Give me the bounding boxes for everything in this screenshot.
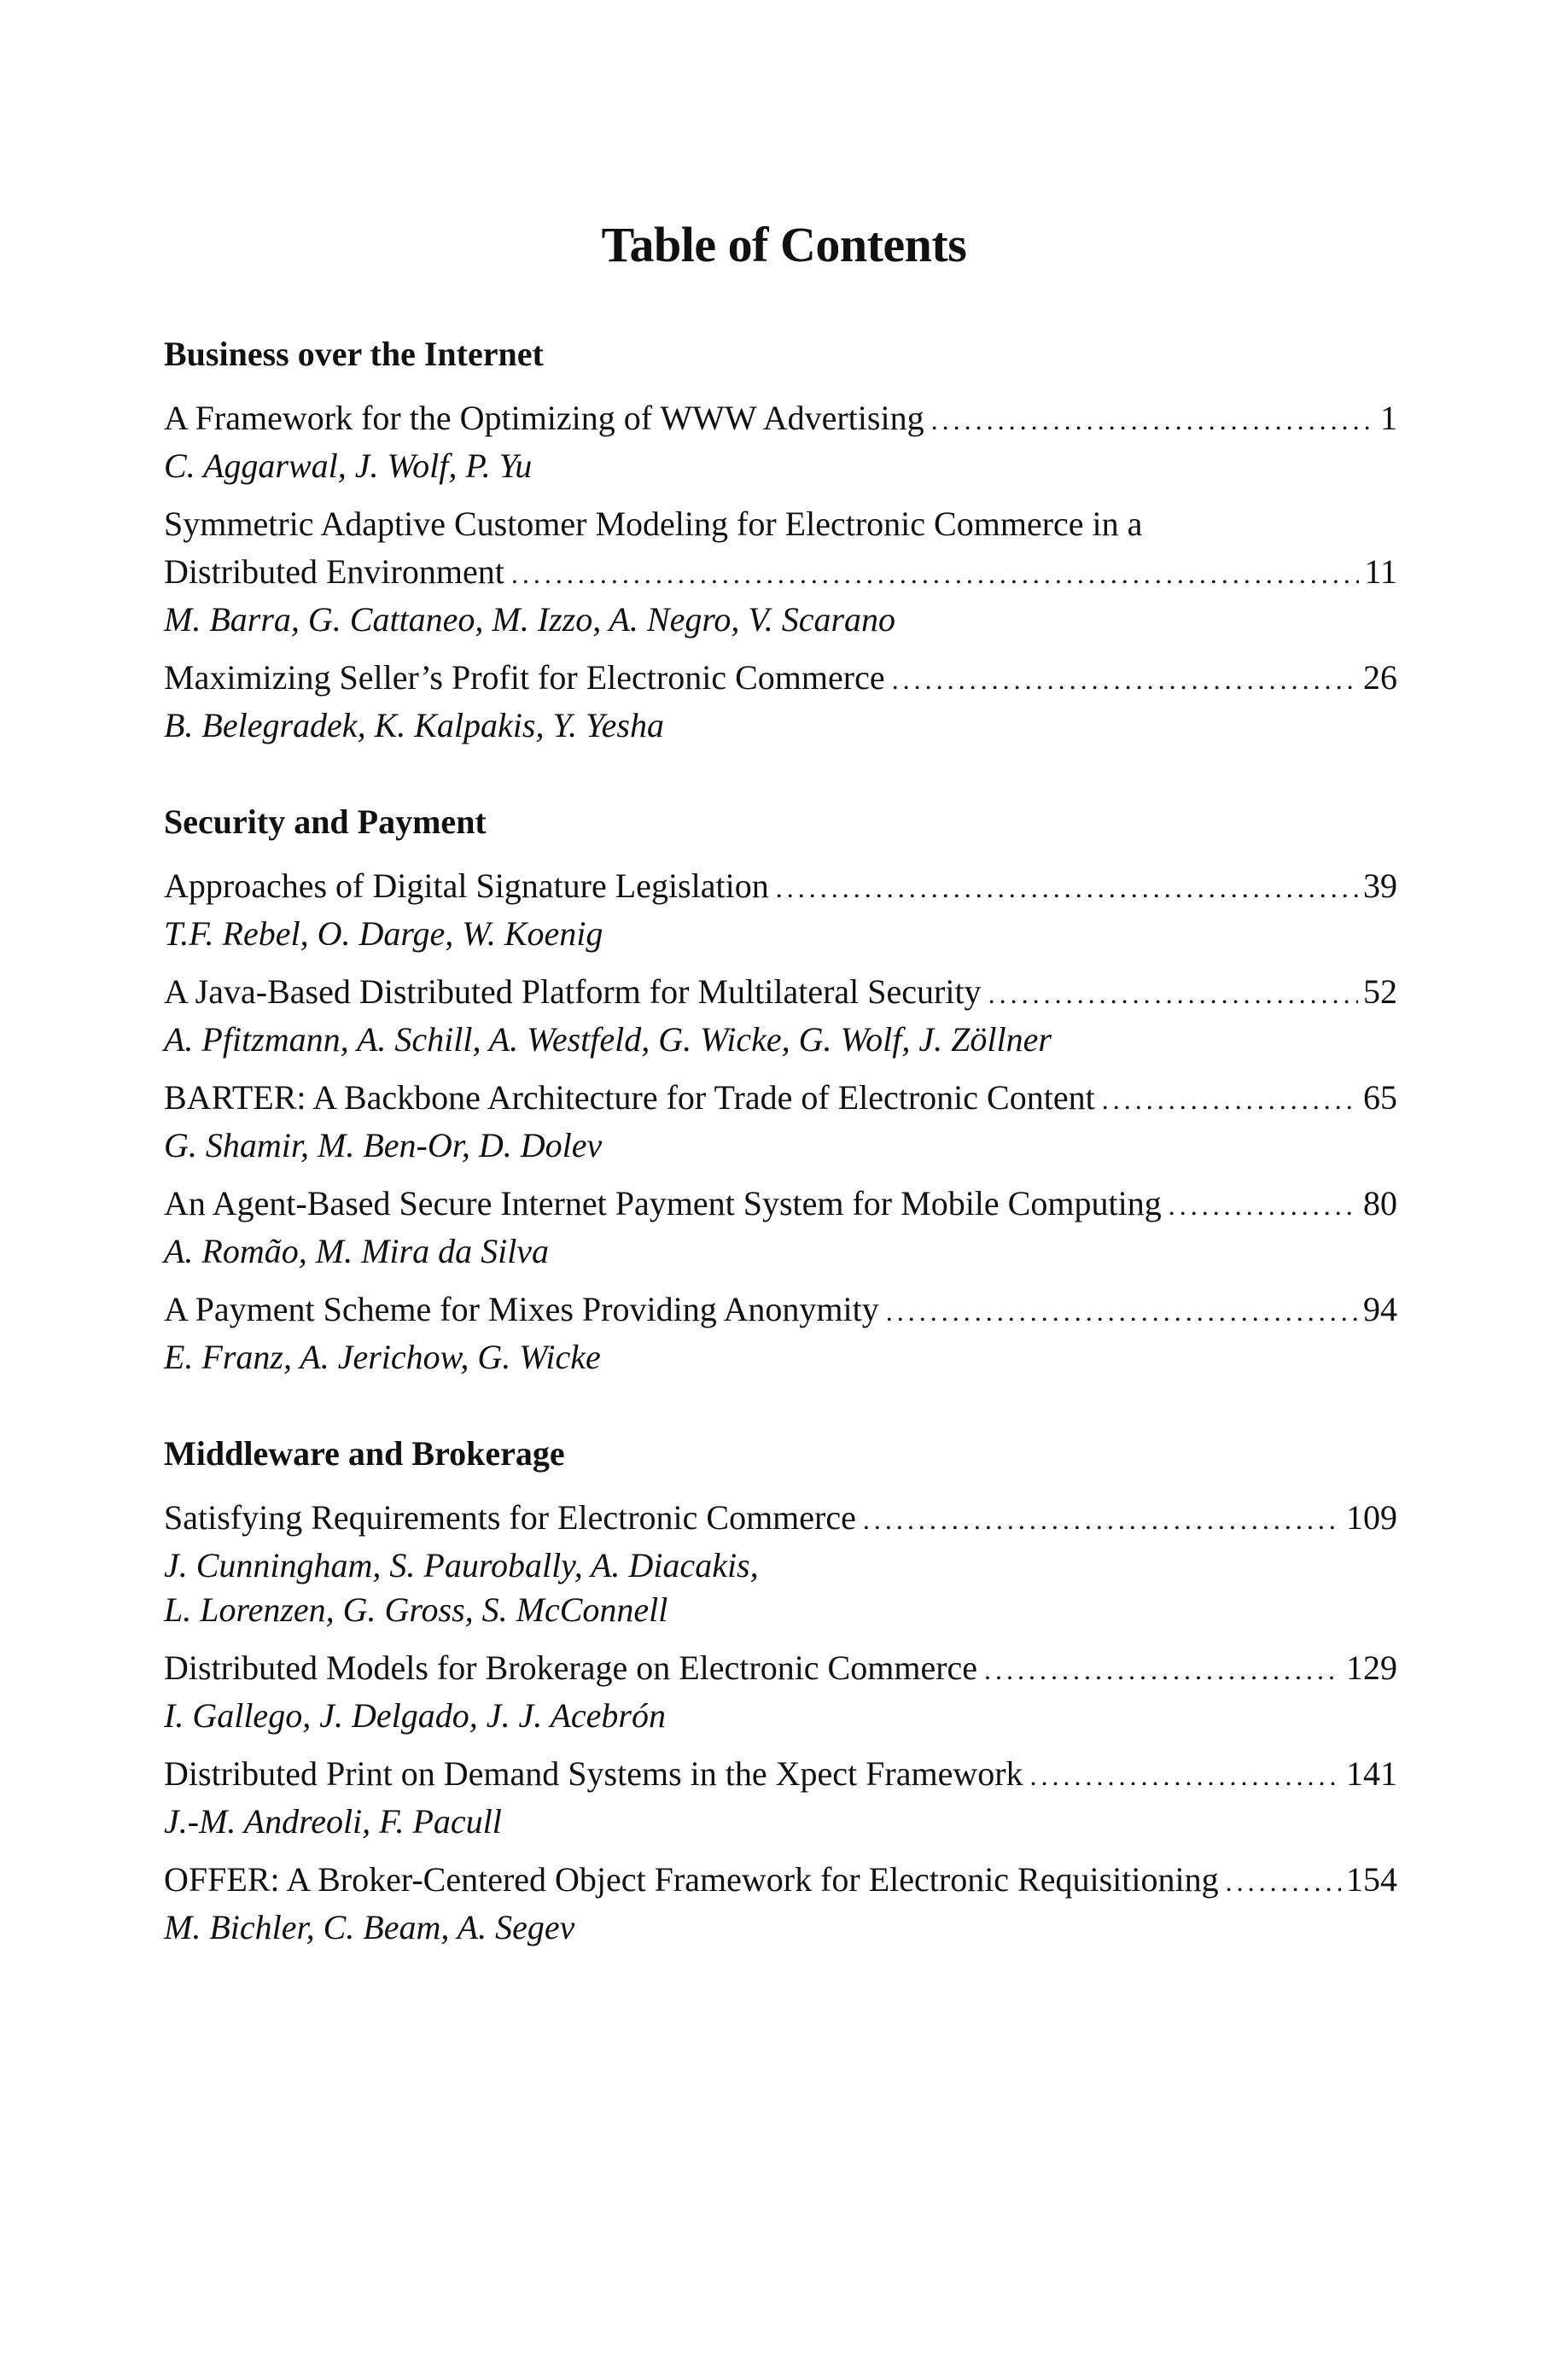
toc-entry[interactable] [164,1286,1397,1380]
page-number: 80 [1363,1184,1397,1222]
dot-leader [984,1646,1341,1694]
section-heading: Security and Payment [164,802,487,841]
entry-title-line [164,1750,1397,1800]
toc-section [164,333,1397,748]
page-number: 65 [1363,1078,1397,1117]
entry-authors: B. Belegradek, K. Kalpakis, Y. Yesha [164,706,664,744]
entry-title-line [164,1494,1397,1543]
section-heading: Business over the Internet [164,335,544,373]
entry-authors: C. Aggarwal, J. Wolf, P. Yu [164,446,533,485]
entry-authors: E. Franz, A. Jerichow, G. Wicke [164,1338,601,1376]
toc-entry[interactable] [164,968,1397,1062]
page-number: 1 [1380,399,1397,437]
entry-authors: L. Lorenzen, G. Gross, S. McConnell [164,1590,668,1629]
toc-entry[interactable] [164,654,1397,748]
page-title: Table of Contents [601,217,967,272]
toc-entry[interactable] [164,1644,1397,1738]
page-number: 94 [1363,1290,1397,1328]
toc-section [164,801,1397,1380]
entry-title: BARTER: A Backbone Architecture for Trade of Electronic Content [164,1078,1095,1117]
dot-leader [863,1496,1341,1543]
entry-authors: G. Shamir, M. Ben-Or, D. Dolev [164,1126,603,1164]
entry-authors: M. Barra, G. Cattaneo, M. Izzo, A. Negro, V. Scarano [164,600,896,639]
dot-leader [1169,1182,1358,1229]
entry-title: OFFER: A Broker-Centered Object Framework for Electronic Requisitioning [164,1860,1219,1899]
toc-entry[interactable] [164,1180,1397,1274]
toc-section [164,1432,1397,1950]
toc-entry[interactable] [164,1750,1397,1844]
entry-authors: A. Romão, M. Mira da Silva [164,1232,550,1270]
dot-leader [1030,1752,1341,1800]
toc-content [164,333,1397,1962]
dot-leader [776,864,1358,912]
toc-entry[interactable] [164,1074,1397,1168]
entry-title-line [164,1286,1397,1335]
entry-authors: I. Gallego, J. Delgado, J. J. Acebrón [164,1696,666,1735]
entry-authors: J.-M. Andreoli, F. Pacull [164,1802,502,1841]
dot-leader [511,550,1360,598]
section-heading: Middleware and Brokerage [164,1434,565,1473]
dot-leader [886,1287,1358,1335]
page-number: 109 [1346,1498,1397,1537]
entry-title-line [164,968,1397,1018]
entry-authors: J. Cunningham, S. Paurobally, A. Diacakis, [164,1546,759,1584]
entry-authors: A. Pfitzmann, A. Schill, A. Westfeld, G. Wicke, G. Wolf, J. Zöllner [164,1020,1052,1059]
page-number: 129 [1346,1648,1397,1687]
entry-title: Distributed Models for Brokerage on Electronic Commerce [164,1648,978,1687]
page-number: 141 [1346,1754,1397,1793]
dot-leader [892,656,1358,703]
entry-title-line [164,500,1397,548]
toc-entry[interactable] [164,862,1397,956]
dot-leader [1226,1858,1341,1905]
entry-title: An Agent-Based Secure Internet Payment System for Mobile Computing [164,1184,1162,1222]
entry-title: A Payment Scheme for Mixes Providing Anonymity [164,1290,879,1328]
page-number: 11 [1364,552,1397,591]
entry-title: Satisfying Requirements for Electronic Commerce [164,1498,856,1537]
entry-title: A Framework for the Optimizing of WWW Advertising [164,399,924,437]
entry-title-line [164,862,1397,912]
page-number: 26 [1363,658,1397,697]
entry-title-line [164,1644,1397,1694]
toc-entry[interactable] [164,1856,1397,1950]
entry-title: Distributed Environment [164,552,504,591]
entry-title-line [164,654,1397,703]
page-number: 39 [1363,866,1397,905]
page-number: 154 [1346,1860,1397,1899]
dot-leader [988,970,1358,1018]
entry-title: A Java-Based Distributed Platform for Multilateral Security [164,972,982,1011]
toc-entry[interactable] [164,394,1397,488]
entry-authors: T.F. Rebel, O. Darge, W. Koenig [164,914,603,953]
toc-entry[interactable] [164,500,1397,642]
page-number: 52 [1363,972,1397,1011]
entry-title: Symmetric Adaptive Customer Modeling for Electronic Commerce in a [164,505,1143,543]
entry-title: Distributed Print on Demand Systems in the Xpect Framework [164,1754,1023,1793]
entry-authors: M. Bichler, C. Beam, A. Segev [164,1908,575,1946]
entry-title-line [164,394,1397,444]
entry-title-line [164,1074,1397,1123]
entry-title-line [164,548,1397,598]
entry-title: Maximizing Seller’s Profit for Electronic Commerce [164,658,885,697]
dot-leader [1102,1076,1358,1123]
toc-entry[interactable] [164,1494,1397,1632]
dot-leader [931,396,1375,444]
entry-title: Approaches of Digital Signature Legislation [164,866,769,905]
entry-title-line [164,1180,1397,1229]
entry-title-line [164,1856,1397,1905]
